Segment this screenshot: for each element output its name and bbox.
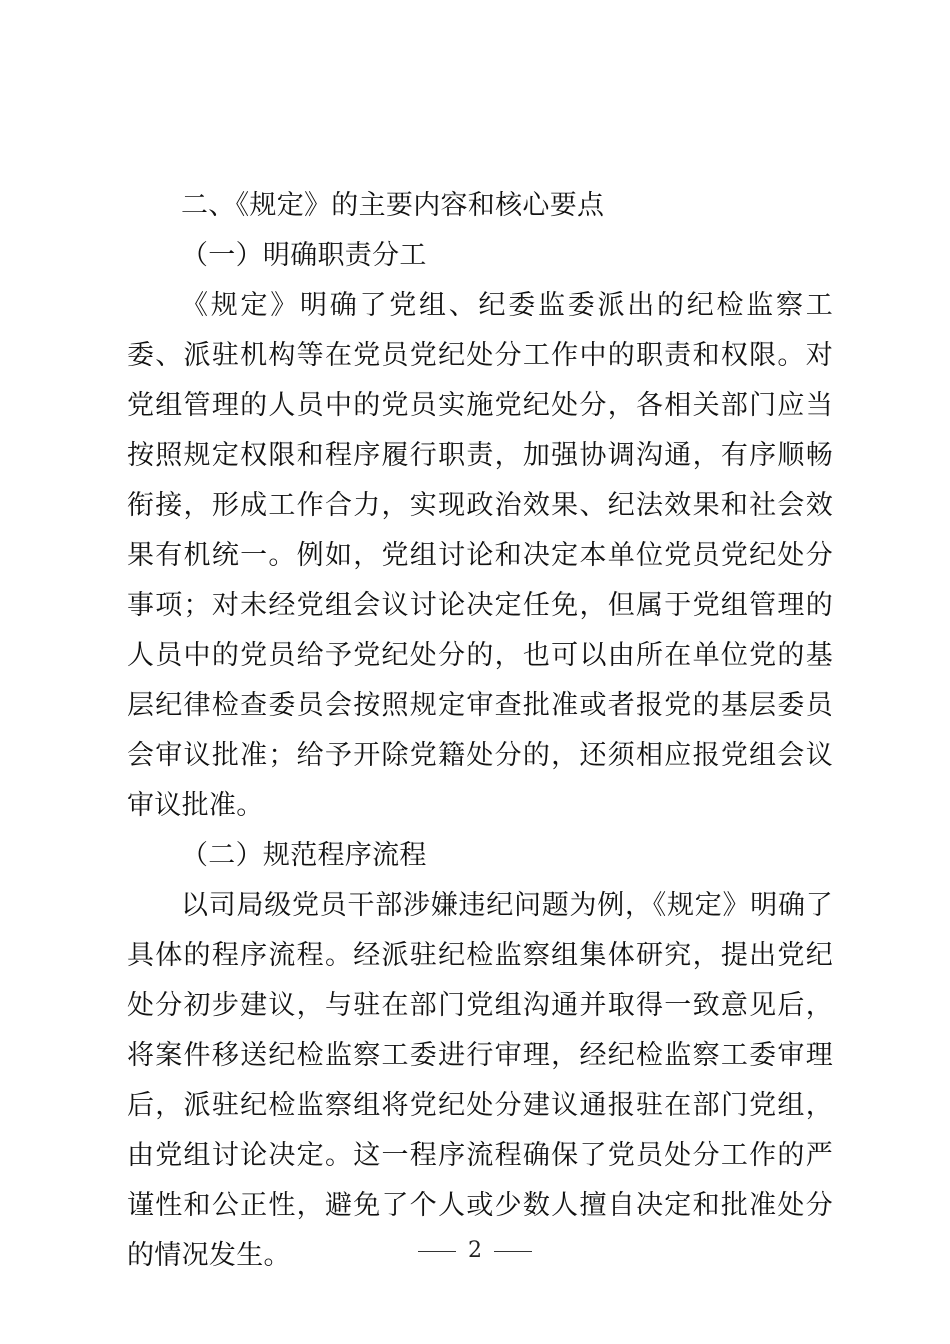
- section-title: 二、《规定》的主要内容和核心要点: [181, 190, 605, 221]
- document-body: [127, 181, 833, 1281]
- subsection-1-heading: （一）明确职责分工: [181, 240, 427, 271]
- subsection-1-paragraph: 《规定》明确了党组、纪委监委派出的纪检监察工委、派驻机构等在党员党纪处分工作中的职责和权限。对党组管理的人员中的党员实施党纪处分，各相关部门应当按照规定权限和程序履行职责，加强协调沟通，有序顺畅衔接，形成工作合力，实现政治效果、纪法效果和社会效果有机统一。例如，党组讨论和决定本单位党员党纪处分事项；对未经党组会议讨论决定任免，但属于党组管理的人员中的党员给予党纪处分的，也可以由所在单位党的基层纪律检查委员会按照规定审查批准或者报党的基层委员会审议批准；给予开除党籍处分的，还须相应报党组会议审议批准。: [127, 290, 833, 821]
- page-number: 2: [468, 1238, 482, 1263]
- subsection-2-paragraph: 以司局级党员干部涉嫌违纪问题为例，《规定》明确了具体的程序流程。经派驻纪检监察组集体研究，提出党纪处分初步建议，与驻在部门党组沟通并取得一致意见后，将案件移送纪检监察工委进行审理，经纪检监察工委审理后，派驻纪检监察组将党纪处分建议通报驻在部门党组，由党组讨论决定。这一程序流程确保了党员处分工作的严谨性和公正性，避免了个人或少数人擅自决定和批准处分的情况发生。: [127, 890, 833, 1271]
- subsection-2-heading: （二）规范程序流程: [181, 840, 427, 871]
- left-dash: [418, 1251, 456, 1252]
- page-footer: [0, 1236, 950, 1266]
- right-dash: [494, 1251, 532, 1252]
